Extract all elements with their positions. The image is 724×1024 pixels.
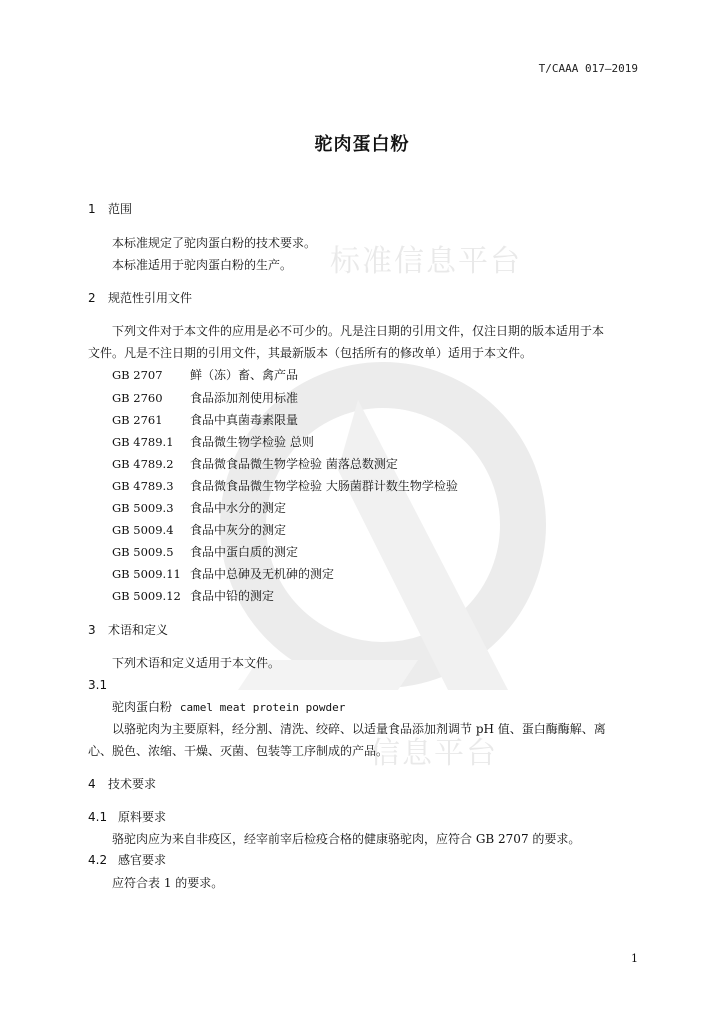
ref-code: GB 2760 — [112, 391, 163, 405]
term-entry — [112, 700, 345, 715]
section-4-number: 4 — [88, 777, 96, 791]
section-4-heading — [88, 777, 156, 791]
ref-title: 食品中蛋白质的测定 — [190, 545, 299, 559]
section-2-number: 2 — [88, 291, 96, 305]
ref-title: 食品微食品微生物学检验 菌落总数测定 — [190, 457, 398, 471]
ref-title: 鲜（冻）畜、禽产品 — [190, 368, 299, 382]
ref-title: 食品微生物学检验 总则 — [190, 435, 314, 449]
section-1-para-2: 本标准适用于驼肉蛋白粉的生产。 — [112, 258, 293, 272]
subsection-4-2-text: 应符合表 1 的要求。 — [112, 876, 224, 890]
section-1-heading — [88, 202, 132, 216]
ref-code: GB 5009.5 — [112, 545, 174, 559]
section-3-intro: 下列术语和定义适用于本文件。 — [112, 656, 281, 670]
standard-number: T/CAAA 017—2019 — [538, 62, 638, 75]
subsection-4-1-number: 4.1 — [88, 810, 108, 824]
ref-code: GB 4789.1 — [112, 435, 174, 449]
watermark-text-2: 信息平台 — [370, 736, 498, 771]
term-number: 3.1 — [88, 678, 108, 692]
ref-title: 食品中总砷及无机砷的测定 — [190, 567, 335, 581]
ref-code: GB 5009.11 — [112, 567, 181, 581]
section-1-number: 1 — [88, 202, 96, 216]
ref-code: GB 5009.3 — [112, 501, 174, 515]
section-4-title: 技术要求 — [108, 777, 157, 791]
term-definition-line-2: 心、脱色、浓缩、干燥、灭菌、包装等工序制成的产品。 — [88, 744, 389, 758]
subsection-4-2-title: 感官要求 — [118, 853, 167, 867]
ref-title: 食品中铅的测定 — [190, 589, 275, 603]
ref-title: 食品添加剂使用标准 — [190, 391, 299, 405]
section-2-heading — [88, 291, 192, 305]
ref-code: GB 4789.3 — [112, 479, 174, 493]
ref-code: GB 4789.2 — [112, 457, 174, 471]
ref-code: GB 5009.4 — [112, 523, 174, 537]
term-chinese: 驼肉蛋白粉 — [112, 700, 173, 714]
ref-title: 食品中灰分的测定 — [190, 523, 287, 537]
subsection-4-1-title: 原料要求 — [118, 810, 167, 824]
watermark-text-1: 标准信息平台 — [330, 244, 522, 279]
section-2-intro-line-1: 下列文件对于本文件的应用是必不可少的。凡是注日期的引用文件，仅注日期的版本适用于本 — [112, 324, 605, 338]
ref-title: 食品中真菌毒素限量 — [190, 413, 299, 427]
section-3-heading — [88, 623, 168, 637]
term-definition-line-1: 以骆驼肉为主要原料，经分割、清洗、绞碎、以适量食品添加剂调节 pH 值、蛋白酶酶解、离 — [112, 722, 606, 736]
section-2-intro-line-2: 文件。凡是不注日期的引用文件，其最新版本（包括所有的修改单）适用于本文件。 — [88, 346, 533, 360]
page-title: 驼肉蛋白粉 — [314, 134, 410, 155]
subsection-4-2-number: 4.2 — [88, 853, 108, 867]
ref-code: GB 5009.12 — [112, 589, 181, 603]
subsection-4-2-heading — [88, 853, 166, 867]
section-3-number: 3 — [88, 623, 96, 637]
section-1-title: 范围 — [108, 202, 133, 216]
ref-title: 食品中水分的测定 — [190, 501, 287, 515]
section-2-title: 规范性引用文件 — [108, 291, 193, 305]
section-3-title: 术语和定义 — [108, 623, 169, 637]
subsection-4-1-heading — [88, 810, 166, 824]
page-number: 1 — [631, 952, 638, 965]
term-english: camel meat protein powder — [179, 701, 346, 714]
subsection-4-1-text: 骆驼肉应为来自非疫区，经宰前宰后检疫合格的健康骆驼肉，应符合 GB 2707 的要求。 — [112, 832, 581, 846]
ref-code: GB 2761 — [112, 413, 163, 427]
section-1-para-1: 本标准规定了驼肉蛋白粉的技术要求。 — [112, 236, 317, 250]
ref-code: GB 2707 — [112, 368, 163, 382]
ref-title: 食品微食品微生物学检验 大肠菌群计数生物学检验 — [190, 479, 458, 493]
